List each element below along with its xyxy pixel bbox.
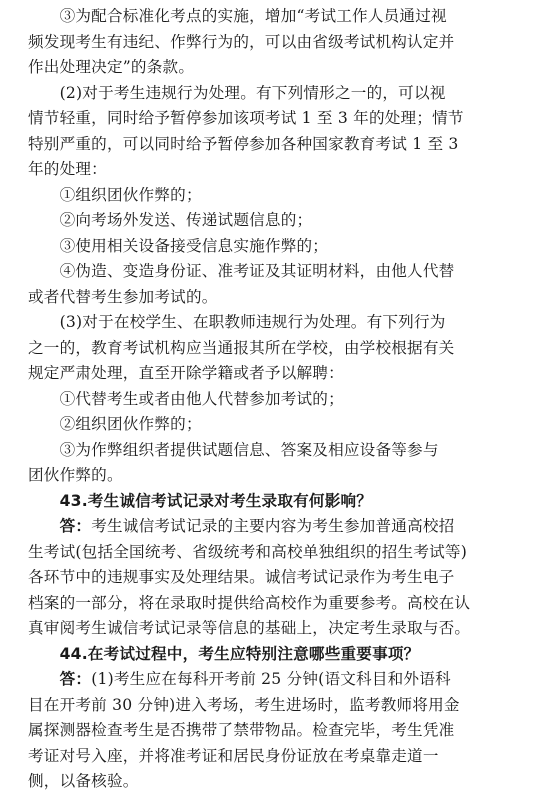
text-line-1: ③为配合标准化考点的实施，增加“考试工作人员通过视 — [28, 7, 447, 25]
text-line-2: 频发现考生有违纪、作弊行为的，可以由省级考试机构认定并 — [28, 32, 455, 51]
text-line-13: (3)对于在校学生、在职教师违规行为处理。有下列行为 — [28, 313, 446, 331]
list-item-2: ②向考场外发送、传递试题信息的； — [28, 211, 313, 229]
text-line-31: 侧，以备核验。 — [28, 772, 139, 790]
text-line-3: 作出处理决定”的条款。 — [28, 58, 195, 76]
list-item-7: ③为作弊组织者提供试题信息、答案及相应设备等参与 — [28, 440, 439, 459]
answer-text: 考生诚信考试记录的主要内容为考生参加普通高校招 — [91, 517, 455, 535]
text-line-23: 各环节中的违规事实及处理结果。诚信考试记录作为考生电子 — [28, 568, 455, 586]
text-line-7: 年的处理： — [28, 160, 107, 178]
list-item-1: ①组织团伙作弊的； — [28, 185, 202, 204]
text-line-19: 团伙作弊的。 — [28, 466, 123, 484]
text-line-14: 之一的，教育考试机构应当通报其所在学校，由学校根据有关 — [28, 338, 455, 357]
text-line-29: 属探测器检查考生是否携带了禁带物品。检查完毕，考生凭准 — [28, 721, 455, 739]
list-item-3: ③使用相关设备接受信息实施作弊的； — [28, 236, 329, 255]
answer-label: 答： — [28, 670, 92, 688]
answer-label: 答： — [28, 517, 92, 535]
list-item-4: ④伪造、变造身份证、准考证及其证明材料，由他人代替 — [28, 262, 455, 280]
text-line-4: (2)对于考生违规行为处理。有下列情形之一的，可以视 — [28, 83, 446, 102]
text-line-30: 考证对号入座，并将准考证和居民身份证放在考桌靠走道一 — [28, 746, 439, 765]
text-line-6: 特别严重的，可以同时给予暂停参加各种国家教育考试 1 至 3 — [28, 134, 459, 153]
section-heading-44: 44.在考试过程中，考生应特别注意哪些重要事项？ — [28, 644, 420, 663]
text-line-12: 或者代替考生参加考试的。 — [28, 287, 218, 306]
text-line-22: 生考试(包括全国统考、省级统考和高校单独组织的招生考试等) — [28, 542, 467, 561]
section-heading-43: 43.考生诚信考试记录对考生录取有何影响？ — [28, 491, 373, 510]
text-line-15: 规定严肃处理，直至开除学籍或者予以解聘： — [28, 364, 344, 382]
text-line-28: 目在开考前 30 分钟)进入考场，考生进场时，监考教师将用金 — [28, 695, 460, 714]
answer-text: (1)考生应在每科开考前 25 分钟(语文科目和外语科 — [91, 670, 451, 688]
text-line-24: 档案的一部分，将在录取时提供给高校作为重要参考。高校在认 — [28, 593, 471, 612]
list-item-6: ②组织团伙作弊的； — [28, 415, 202, 433]
text-line-5: 情节轻重，同时给予暂停参加该项考试 1 至 3 年的处理；情节 — [28, 109, 464, 127]
list-item-5: ①代替考生或者由他人代替参加考试的； — [28, 389, 344, 408]
answer-line-44 — [28, 667, 530, 693]
answer-line-43 — [28, 514, 530, 540]
text-line-25: 真审阅考生诚信考试记录等信息的基础上，决定考生录取与否。 — [28, 619, 471, 637]
